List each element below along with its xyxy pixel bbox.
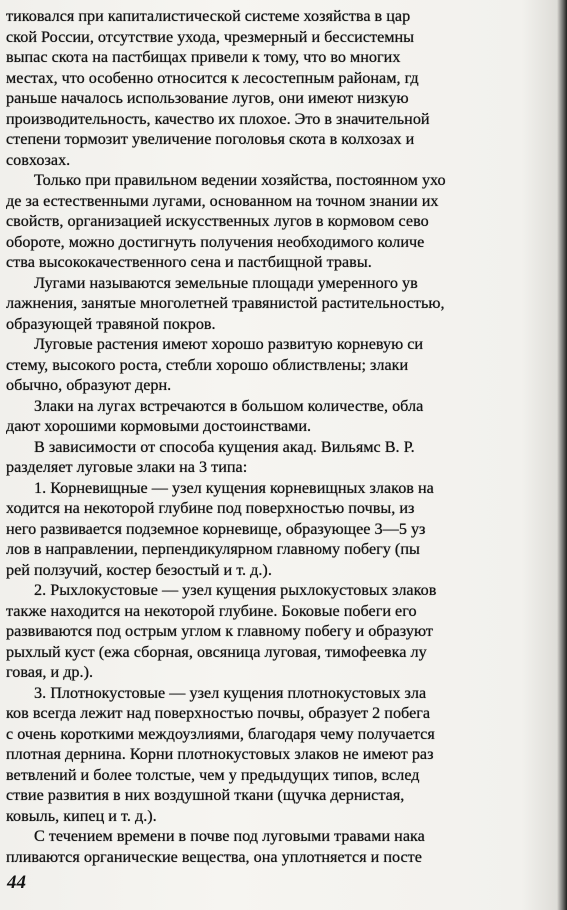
text-line: ветвлений и более толстые, чем у предыдущих типов, вслед — [6, 765, 420, 784]
text-line: ства высококачественного сена и пастбищной травы. — [6, 253, 372, 271]
text-line: стему, высокого роста, стебли хорошо облиствлены; злаки — [6, 355, 409, 374]
text-line: С течением времени в почве под луговыми травами нака — [34, 827, 425, 845]
text-line: В зависимости от способа кущения акад. Вильямс В. Р. — [34, 437, 415, 456]
text-line: выпас скота на пастбищах привели к тому, что во многих — [6, 48, 401, 66]
text-line: Злаки на лугах встречаются в большом количестве, обла — [34, 396, 424, 415]
text-line: раньше началось использование лугов, они имеют низкую — [6, 89, 409, 107]
text-line: Луговые растения имеют хорошо развитую корневую си — [34, 335, 424, 353]
text-line: производительность, качество их плохое. Это в значительной — [6, 109, 430, 128]
page-edge-shadow — [557, 0, 567, 910]
text-line: также находится на некоторой глубине. Боковые побеги его — [6, 601, 417, 620]
text-line: пливаются органические вещества, она уплотняется и посте — [6, 847, 422, 866]
text-line: плотная дернина. Корни плотнокустовых злаков не имеют раз — [6, 745, 434, 763]
text-line: совхозах. — [6, 150, 71, 169]
text-line: лажнения, занятые многолетней травянистой растительностью, — [6, 294, 445, 312]
text-line: 1. Корневищные — узел кущения корневищных злаков на — [34, 478, 434, 497]
page-text — [6, 6, 566, 867]
text-line: де за естественными лугами, основанном на точном знании их — [6, 191, 439, 210]
text-line: дают хорошими кормовыми достоинствами. — [6, 417, 312, 435]
page-number: 44 — [7, 872, 26, 893]
text-line: лов в направлении, перпендикулярном главному побегу (пы — [6, 540, 420, 558]
text-line: разделяет луговые злаки на 3 типа: — [6, 458, 248, 476]
text-line: ковыль, кипец и т. д.). — [6, 806, 157, 825]
text-line: 3. Плотнокустовые — узел кущения плотнокустовых зла — [34, 683, 427, 702]
text-line: развиваются под острым углом к главному побегу и образуют — [6, 622, 433, 640]
text-line: рыхлый куст (ежа сборная, овсяница луговая, тимофеевка лу — [6, 642, 427, 661]
text-line: местах, что особенно относится к лесостепным районам, гд — [6, 68, 419, 87]
text-line: обороте, можно достигнуть получения необходимого количе — [6, 232, 425, 251]
text-line: говая, и др.). — [6, 663, 94, 681]
text-line: ствие развития в них воздушной ткани (щучка дернистая, — [6, 786, 405, 804]
text-line: ков всегда лежит над поверхностью почвы, образует 2 побега — [6, 704, 431, 722]
text-line: образующей травяной покров. — [6, 314, 216, 333]
text-line: тиковался при капиталистической системе хозяйства в цар — [6, 7, 411, 25]
text-line: свойств, организацией искусственных лугов в кормовом сево — [6, 212, 429, 230]
text-line: него развивается подземное корневище, образующее 3—5 уз — [6, 519, 426, 538]
text-line: ходится на некоторой глубине под поверхностью почвы, из — [6, 499, 415, 517]
text-line: степени тормозит увеличение поголовья скота в колхозах и — [6, 130, 415, 148]
text-line: ской России, отсутствие ухода, чрезмерный и бессистемны — [6, 27, 415, 46]
text-line: Лугами называются земельные площади умеренного ув — [34, 273, 418, 292]
text-line: с очень короткими междоузлиями, благодаря чему получается — [6, 724, 435, 743]
text-line: 2. Рыхлокустовые — узел кущения рыхлокустовых злаков — [34, 581, 437, 599]
text-line: Только при правильном ведении хозяйства, постоянном ухо — [34, 171, 446, 189]
text-line: рей ползучий, костер безостый и т. д.). — [6, 560, 272, 579]
text-line: обычно, образуют дерн. — [6, 376, 172, 394]
